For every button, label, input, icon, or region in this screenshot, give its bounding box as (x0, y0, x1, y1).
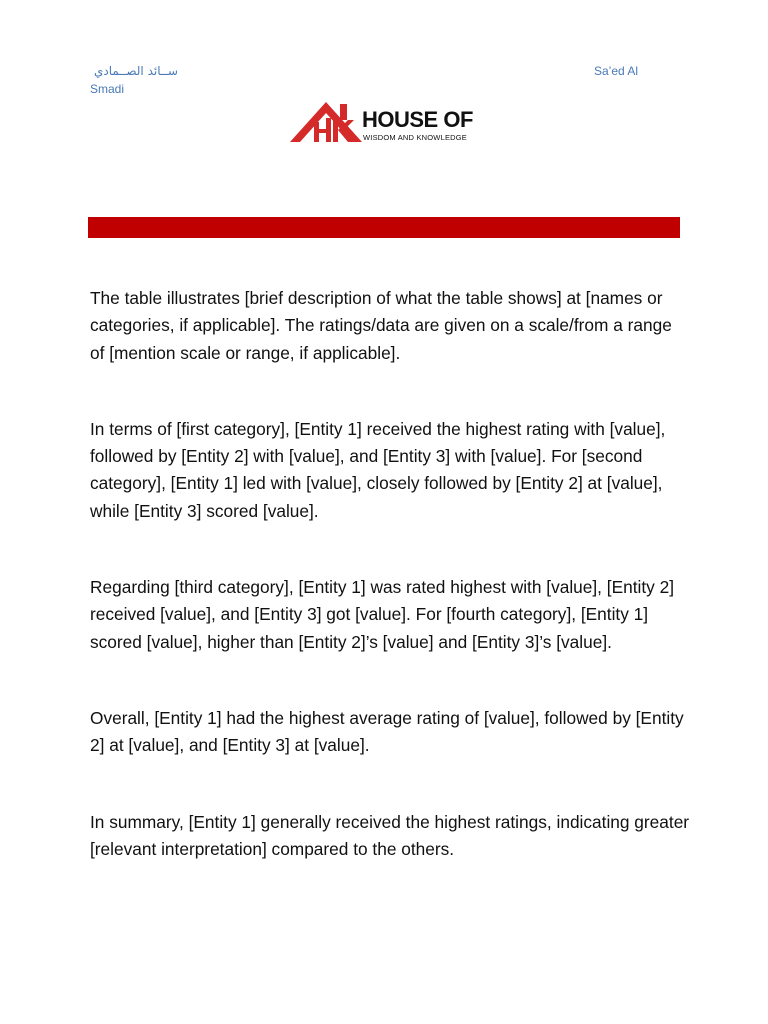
paragraph-third-fourth-category: Regarding [third category], [Entity 1] was rated highest with [value], [Entity 2] received [value], and [Entity 3] got [value]. For [fourth category], [Entity 1] scored [value], higher than [Entity 2]’s [value] and [Entity 3]’s [value]. (90, 577, 675, 652)
house-of-wisdom-logo (288, 96, 488, 148)
logo-subtitle: WISDOM AND KNOWLEDGE (363, 133, 468, 142)
paragraph-overall: Overall, [Entity 1] had the highest average rating of [value], followed by [Entity 2] at [value], and [Entity 3] at [value]. (90, 707, 684, 756)
author-name-arabic: ســائد الصــمادي (94, 64, 178, 78)
author-name-latin-second-line: Smadi (90, 82, 125, 96)
author-name-latin-first-line: Sa’ed Al (594, 64, 639, 78)
paragraph-summary: In summary, [Entity 1] generally received the highest ratings, indicating greater [relevant interpretation] compared to the others. (90, 811, 690, 859)
logo-title: HOUSE OF (362, 107, 473, 132)
house-roof-icon (288, 96, 370, 146)
paragraph-first-second-category: In terms of [first category], [Entity 1] received the highest rating with [value], followed by [Entity 2] with [value], and [Entity 3] with [value]. For [second category], [Entity 1] led with [value], closely followed by [Entity 2] at [value], while [Entity 3] scored [value]. (90, 418, 666, 521)
red-divider-bar (88, 217, 680, 238)
document-body (90, 285, 690, 912)
paragraph-introduction: The table illustrates [brief description of what the table shows] at [names or categories, if applicable]. The ratings/data are given on a scale/from a range of [mention scale or range, if applicable]. (90, 288, 672, 363)
